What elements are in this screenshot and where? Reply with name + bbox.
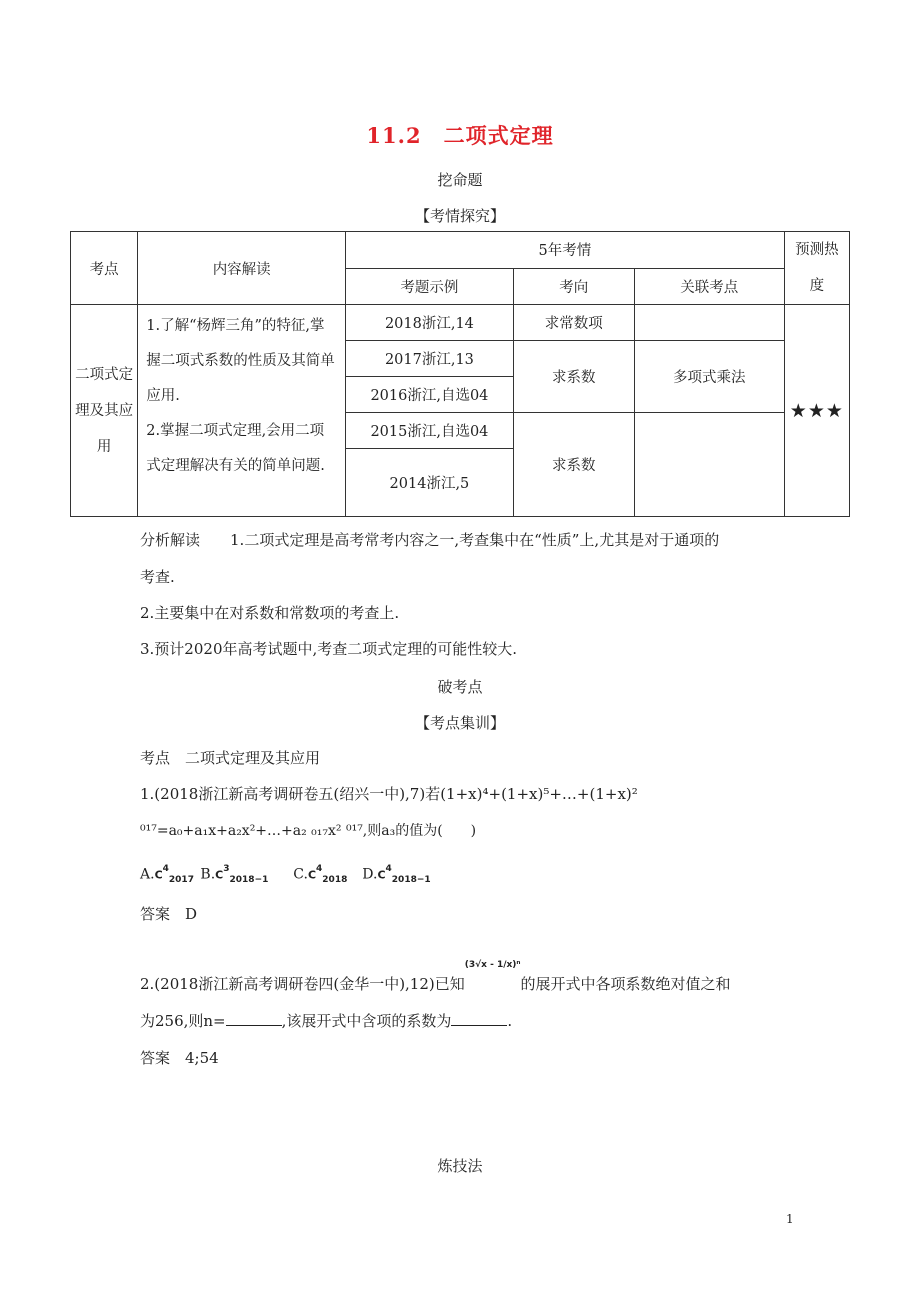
question-2-suffix: 的展开式中各项系数绝对值之和 [520, 975, 731, 993]
example-cell: 2018浙江,14 [346, 305, 514, 341]
question-2-text-b: ,该展开式中含项的系数为 [281, 1012, 452, 1030]
question-2-line-1 [140, 960, 731, 997]
formula-expression: (3√x - 1/x)ⁿ [464, 960, 521, 970]
related-cell [634, 305, 784, 341]
example-cell: 2017浙江,13 [346, 341, 514, 377]
direction-cell: 求常数项 [513, 305, 634, 341]
direction-cell: 求系数 [513, 341, 634, 413]
question-2-text-a: 为256,则n= [140, 1012, 226, 1030]
related-cell [634, 413, 784, 517]
content-item-1: 1.了解“杨辉三角”的特征,掌握二项式系数的性质及其简单应用. [146, 318, 335, 404]
part-heading-3: 炼技法 [437, 1157, 483, 1175]
related-cell: 多项式乘法 [634, 341, 784, 413]
option-c-formula: $C^4_{2018}$ [307, 864, 348, 885]
question-2-prefix: 2.(2018浙江新高考调研卷四(金华一中),12)已知 [140, 975, 465, 993]
analysis-line-3: 3.预计2020年高考试题中,考查二项式定理的可能性较大. [140, 640, 518, 658]
topic-heading: 考点 二项式定理及其应用 [140, 749, 321, 767]
question-2-line-2 [140, 1011, 512, 1031]
header-five-years: 5年考情 [346, 232, 785, 269]
direction-cell: 求系数 [513, 413, 634, 517]
header-direction: 考向 [513, 268, 634, 305]
example-cell: 2016浙江,自选04 [346, 377, 514, 413]
question-1-line-1: 1.(2018浙江新高考调研卷五(绍兴一中),7)若(1+x)⁴+(1+x)⁵+…+(1+x)² [140, 785, 638, 803]
question-2-answer: 答案 4;54 [140, 1049, 219, 1067]
example-cell: 2015浙江,自选04 [346, 413, 514, 449]
content-item-2: 2.掌握二项式定理,会用二项式定理解决有关的简单问题. [146, 423, 325, 474]
section-heading-2: 【考点集训】 [414, 714, 505, 732]
blank-coefficient[interactable] [451, 1011, 507, 1026]
exam-analysis-table [70, 231, 850, 517]
header-point: 考点 [71, 232, 138, 305]
option-a-label: A. [140, 866, 155, 883]
part-heading-1: 挖命题 [437, 171, 483, 189]
analysis-label: 分析解读 [140, 531, 201, 549]
header-content: 内容解读 [138, 232, 346, 305]
header-example: 考题示例 [346, 268, 514, 305]
analysis-line-2: 2.主要集中在对系数和常数项的考查上. [140, 604, 400, 622]
blank-n[interactable] [226, 1011, 282, 1026]
question-2-text-c: . [507, 1012, 513, 1030]
option-b-formula: $C^3_{2018-1}$ [215, 864, 269, 885]
example-cell: 2014浙江,5 [346, 449, 514, 517]
option-d-formula: $C^4_{2018-1}$ [377, 864, 431, 885]
option-d-label: D. [362, 866, 378, 883]
section-heading-1: 【考情探究】 [414, 207, 505, 225]
analysis-line-1 [140, 530, 719, 550]
page-title: 11.2 二项式定理 [366, 123, 554, 148]
heat-stars: ★★★ [784, 305, 849, 517]
question-1-line-2: ⁰¹⁷=a₀+a₁x+a₂x²+…+a₂ ₀₁₇x² ⁰¹⁷,则a₃的值为( ) [140, 823, 477, 839]
question-1-answer: 答案 D [140, 905, 198, 923]
page-number: 1 [786, 1212, 794, 1226]
question-1-options [140, 862, 433, 890]
option-c-label: C. [293, 866, 308, 883]
option-a-formula: $C^4_{2017}$ [154, 864, 194, 885]
point-cell: 二项式定理及其应用 [71, 305, 138, 517]
header-heat: 预测热度 [784, 232, 849, 305]
content-cell [138, 305, 346, 517]
part-heading-2: 破考点 [437, 678, 483, 696]
analysis-text-1: 1.二项式定理是高考常考内容之一,考查集中在“性质”上,尤其是对于通项的 [230, 531, 720, 549]
option-b-label: B. [200, 866, 216, 883]
header-related: 关联考点 [634, 268, 784, 305]
analysis-line-1b: 考查. [140, 568, 175, 586]
